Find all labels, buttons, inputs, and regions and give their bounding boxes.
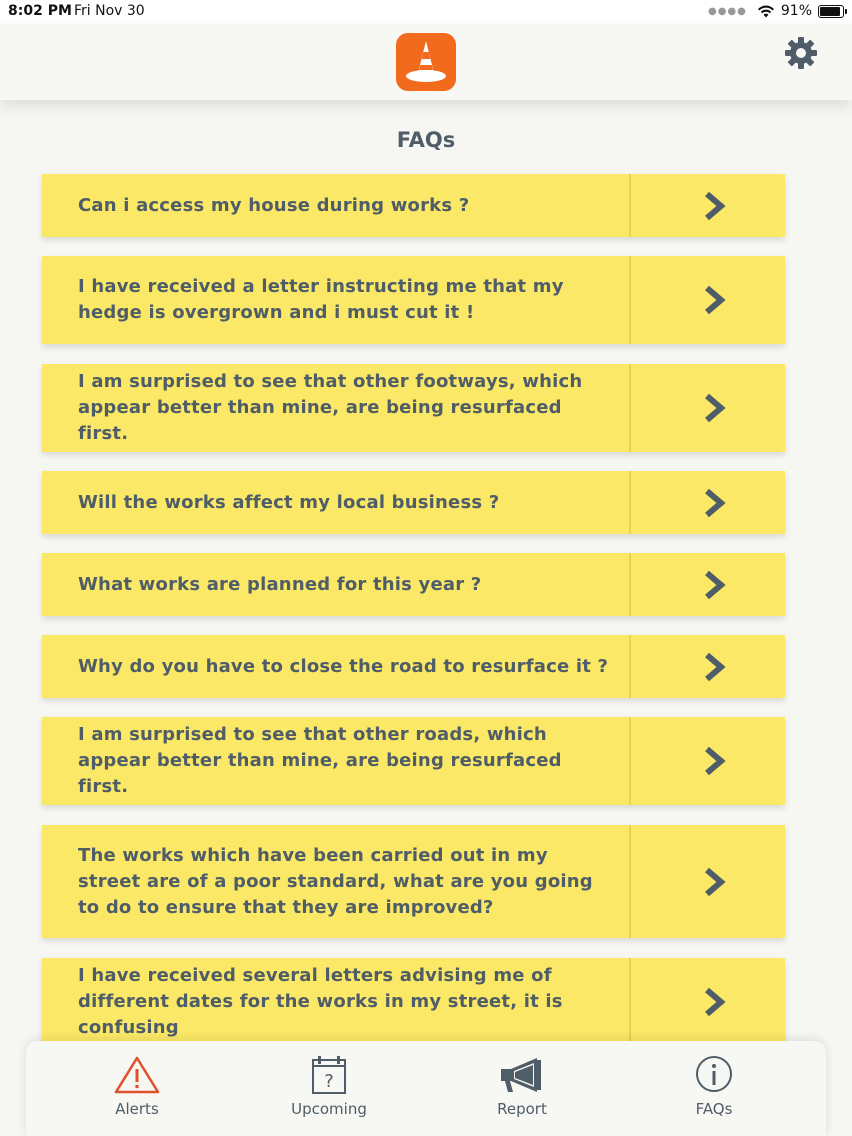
- faq-item[interactable]: [42, 256, 785, 344]
- chevron-right-icon: [702, 569, 726, 601]
- faq-question: What works are planned for this year ?: [78, 573, 482, 595]
- faq-item[interactable]: [42, 635, 785, 698]
- status-time: 8:02 PM: [8, 3, 72, 19]
- tab-report[interactable]: [452, 1041, 592, 1136]
- faq-item[interactable]: [42, 471, 785, 534]
- chevron-right-icon: [702, 651, 726, 683]
- faq-question: I am surprised to see that other footways, which appear better than mine, are being resurfaced first.: [78, 371, 583, 444]
- chevron-right-icon: [702, 745, 726, 777]
- faq-question: I have received several letters advising me of different dates for the works in my street, it is confusing: [78, 965, 563, 1038]
- faq-divider: [629, 825, 631, 938]
- battery-percent: 91%: [780, 3, 812, 19]
- tab-bar: [26, 1041, 826, 1136]
- svg-text:?: ?: [324, 1071, 334, 1092]
- faq-divider: [629, 958, 631, 1046]
- chevron-right-icon: [702, 392, 726, 424]
- chevron-right-icon: [702, 986, 726, 1018]
- faq-item[interactable]: [42, 717, 785, 805]
- chevron-right-icon: [702, 866, 726, 898]
- faq-question: I am surprised to see that other roads, which appear better than mine, are being resurfaced first.: [78, 724, 562, 797]
- faq-item[interactable]: [42, 958, 785, 1046]
- faq-divider: [629, 635, 631, 698]
- signal-dots-icon: ●●●●: [707, 5, 747, 17]
- tab-faqs[interactable]: [644, 1041, 784, 1136]
- faq-question: I have received a letter instructing me that my hedge is overgrown and i must cut it !: [78, 276, 564, 323]
- faq-divider: [629, 174, 631, 237]
- tab-alerts[interactable]: [67, 1041, 207, 1136]
- faq-question: Why do you have to close the road to resurface it ?: [78, 655, 609, 677]
- gear-icon[interactable]: [783, 35, 819, 71]
- tab-upcoming[interactable]: [259, 1041, 399, 1136]
- status-date: Fri Nov 30: [74, 3, 145, 19]
- battery-icon: [818, 5, 844, 18]
- faq-item[interactable]: [42, 825, 785, 938]
- tab-label: Upcoming: [291, 1100, 367, 1118]
- wifi-icon: [757, 5, 775, 18]
- info-icon: [691, 1055, 737, 1095]
- tab-label: FAQs: [695, 1100, 733, 1118]
- warning-icon: [114, 1055, 160, 1095]
- faq-divider: [629, 717, 631, 805]
- faq-divider: [629, 364, 631, 452]
- faq-divider: [629, 553, 631, 616]
- faq-question: Will the works affect my local business ?: [78, 491, 500, 513]
- faq-question: The works which have been carried out in my street are of a poor standard, what are you going to do to ensure that they are improved?: [78, 844, 593, 918]
- chevron-right-icon: [702, 487, 726, 519]
- chevron-right-icon: [702, 190, 726, 222]
- faq-item[interactable]: [42, 553, 785, 616]
- faq-question: Can i access my house during works ?: [78, 194, 470, 216]
- page-title: FAQs: [396, 128, 456, 152]
- faq-divider: [629, 471, 631, 534]
- tab-label: Alerts: [115, 1100, 159, 1118]
- megaphone-icon: [499, 1055, 545, 1095]
- faq-divider: [629, 256, 631, 344]
- faq-item[interactable]: [42, 364, 785, 452]
- status-bar: [0, 0, 852, 24]
- status-right: [708, 3, 844, 19]
- chevron-right-icon: [702, 284, 726, 316]
- tab-label: Report: [497, 1100, 547, 1118]
- traffic-cone-icon: [396, 33, 456, 91]
- faq-item[interactable]: [42, 174, 785, 237]
- calendar-question-icon: [306, 1055, 352, 1095]
- app-header: [0, 24, 852, 100]
